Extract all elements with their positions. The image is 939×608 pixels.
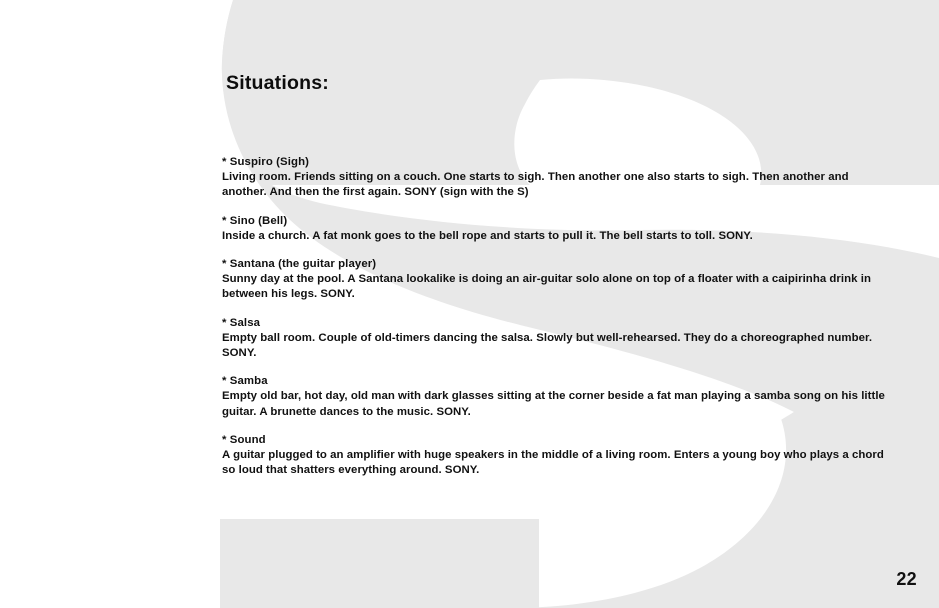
- page-number: 22: [896, 569, 917, 589]
- situation-item: [222, 316, 887, 362]
- page-title: Situations:: [226, 72, 329, 94]
- situation-item: [222, 214, 887, 244]
- situation-body: Sunny day at the pool. A Santana lookalike is doing an air-guitar solo alone on top of a floater with a caipirinha drink in between his legs. SONY.: [222, 273, 871, 301]
- situation-heading: * Salsa: [222, 316, 261, 329]
- situation-item: [222, 155, 887, 201]
- situation-body: Inside a church. A fat monk goes to the bell rope and starts to pull it. The bell starts to toll. SONY.: [222, 229, 753, 242]
- situation-item: [222, 433, 887, 479]
- situation-heading: * Suspiro (Sigh): [222, 156, 310, 168]
- situation-body: Living room. Friends sitting on a couch. One starts to sigh. Then another one also starts to sigh. Then another and another. And then the first again. SONY (sign with the S): [222, 171, 849, 199]
- situation-heading: * Santana (the guitar player): [222, 258, 377, 271]
- situation-item: [222, 374, 887, 420]
- situation-body: Empty ball room. Couple of old-timers dancing the salsa. Slowly but well-rehearsed. They do a choreographed number. SONY.: [222, 331, 873, 360]
- situation-item: [222, 257, 887, 303]
- situation-heading: * Samba: [222, 375, 268, 388]
- situation-body: Empty old bar, hot day, old man with dark glasses sitting at the corner beside a fat man playing a samba song on his little guitar. A brunette dances to the music. SONY.: [222, 390, 885, 418]
- situations-list: [222, 155, 887, 491]
- situation-heading: * Sino (Bell): [222, 214, 288, 227]
- situation-body: A guitar plugged to an amplifier with huge speakers in the middle of a living room. Enters a young boy who plays a chord so loud that shatters everything around. SONY.: [222, 449, 884, 477]
- situation-heading: * Sound: [222, 433, 266, 446]
